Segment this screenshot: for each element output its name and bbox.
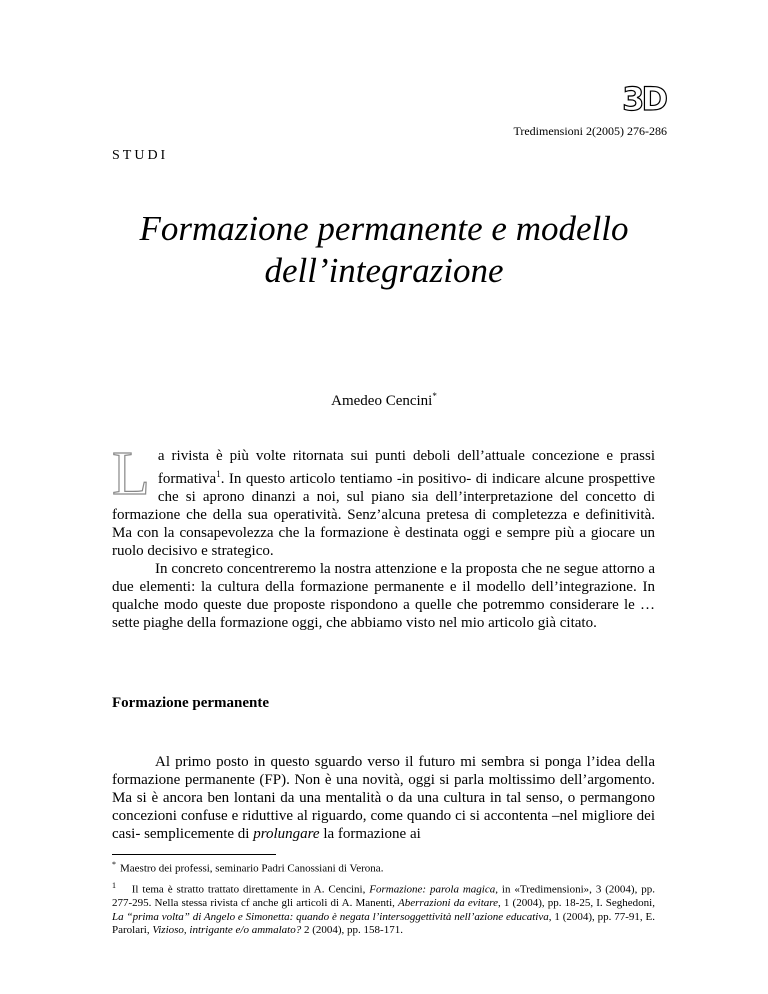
title-line-2: dell’integrazione — [264, 251, 504, 290]
footnote-2-title-4: Vizioso, intrigante e/o ammalato? — [152, 924, 302, 937]
footnote-1-text: Maestro dei professi, seminario Padri Canossiani di Verona. — [120, 862, 384, 875]
footnotes — [112, 858, 655, 938]
footnote-2-text-b: , in «Tredimensioni», 3 (2004), pp. 277-295. Nella stessa rivista cf anche gli articoli di A. Manenti, — [112, 883, 655, 910]
footnote-2-mark: 1 — [112, 881, 116, 891]
author — [0, 391, 768, 410]
journal-reference: Tredimensioni 2(2005) 276-286 — [513, 124, 667, 138]
title-line-1: Formazione permanente e modello — [139, 209, 629, 248]
article-title — [0, 208, 768, 292]
section-label: STUDI — [112, 148, 169, 163]
paragraph-2: In concreto concentreremo la nostra attenzione e la proposta che ne segue attorno a due elementi: la cultura della formazione permanente e il modello dell’integrazione. In qualche modo queste due proposte rispondono a quelle che potremmo considerare le …sette piaghe della formazione oggi, che abbiamo visto nel mio articolo già citato. — [112, 561, 655, 631]
footnote-divider — [112, 854, 276, 855]
paragraph-1-text-a: a rivista è più volte ritornata sui punti deboli dell’attuale concezione e prassi formativa — [157, 448, 655, 487]
footnote-2-text-c: , 1 (2004), pp. 18-25, I. Seghedoni, — [498, 897, 655, 910]
footnote-1 — [112, 858, 655, 876]
footnote-2-title-3: La “prima volta” di Angelo e Simonetta: quando è negata l’intersoggettività nell’azione educativa — [112, 910, 549, 923]
section-heading: Formazione permanente — [112, 695, 270, 711]
footnote-ref-1: 1 — [216, 469, 221, 479]
paragraph-3 — [112, 753, 655, 843]
footnote-1-mark: * — [112, 860, 116, 869]
footnote-2-text-e: 2 (2004), pp. 158-171. — [301, 924, 403, 937]
footnote-2-title-1: Formazione: parola magica — [369, 883, 496, 896]
paragraph-3-text-b: la formazione ai — [319, 826, 421, 842]
intro-text — [112, 440, 655, 632]
footnote-2 — [112, 879, 655, 938]
footnote-2-text-a: Il tema è stratto trattato direttamente in A. Cencini, — [131, 883, 370, 896]
author-footnote-mark: * — [432, 391, 437, 401]
footnote-2-text-d: , 1 (2004), pp. 77-91, E. Parolari, — [112, 910, 655, 937]
author-name: Amedeo Cencini — [331, 393, 433, 409]
paragraph-3-text-a: Al primo posto in questo sguardo verso il futuro mi sembra si ponga l’idea della formazione permanente (FP). Non è una novità, oggi si parla moltissimo dell’argomento. Ma si è ancora ben lontani da una mentalità o da una cultura in tal senso, o permangono concezioni confuse e riduttive al riguardo, come quando ci si accontenta –nel migliore dei casi- semplicemente di — [112, 754, 655, 842]
paragraph-1 — [112, 440, 655, 560]
paragraph-3-emphasis: prolungare — [253, 826, 320, 842]
footnote-2-title-2: Aberrazioni da evitare — [398, 897, 499, 910]
drop-cap: L — [112, 440, 150, 508]
paragraph-1-text-b: . In questo articolo tentiamo -in positivo- di indicare alcune prospettive che si aprono dinanzi a noi, sul piano sia dell’interpretazione del concetto di formazione che della sua operatività. Senz’alcuna pretesa di completezza e definitività. Ma con la consapevolezza che la formazione è destinata oggi e sempre più a giocare un ruolo decisivo e strategico. — [112, 471, 655, 559]
journal-logo: 3D — [622, 80, 665, 118]
